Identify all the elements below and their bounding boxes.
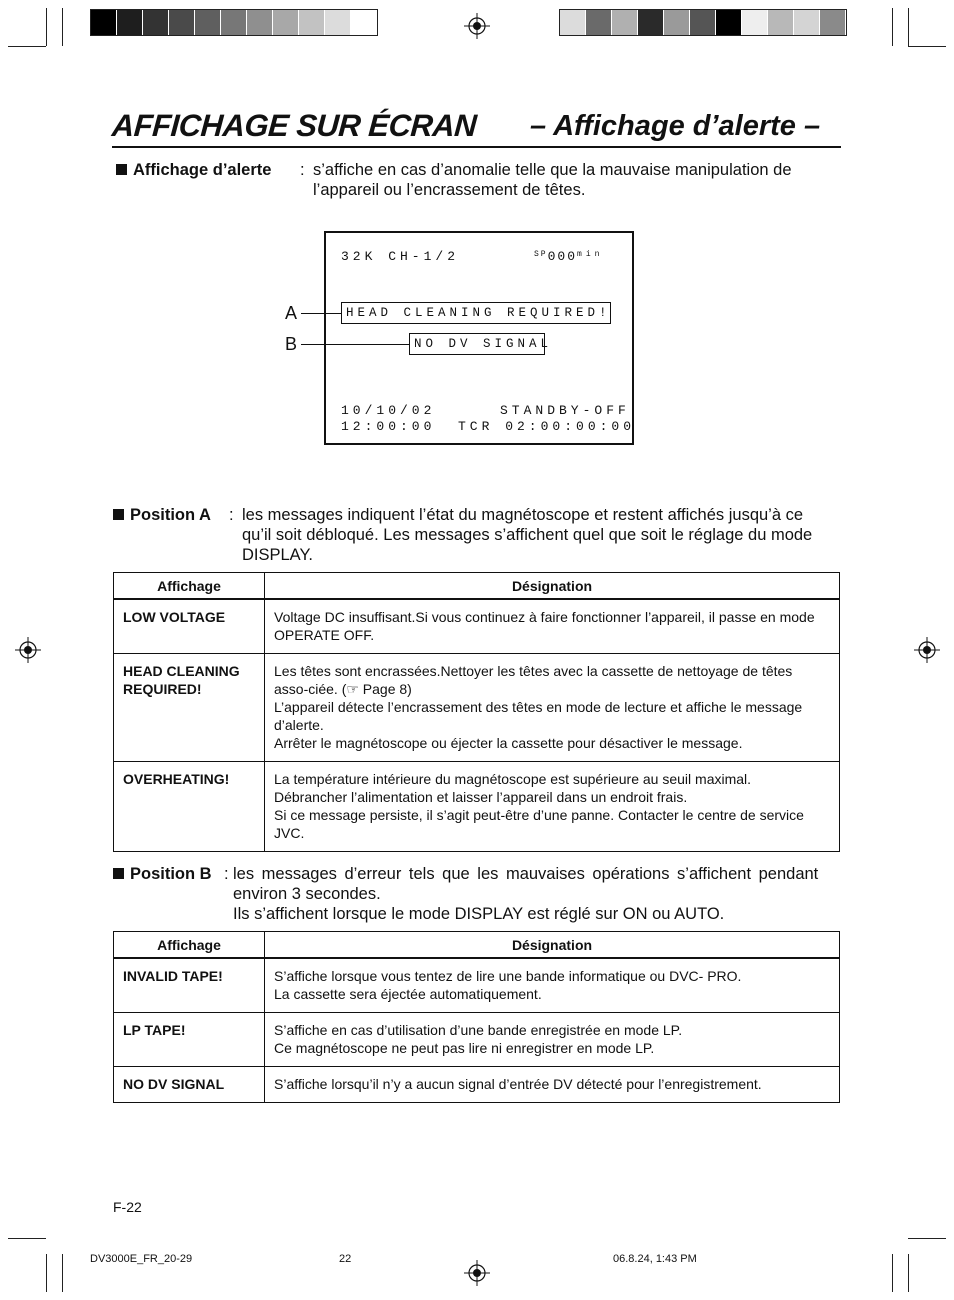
designation-line: Débrancher l’alimentation et laisser l’appareil dans un endroit frais.: [274, 789, 688, 805]
table-header-affichage: Affichage: [114, 573, 265, 600]
callout-line-a: [301, 313, 341, 314]
designation-line: Arrêter le magnétoscope ou éjecter la cassette pour désactiver le message.: [274, 735, 743, 751]
table-header-designation: Désignation: [265, 573, 840, 600]
callout-label-b: B: [285, 334, 298, 354]
color-swatch: [586, 10, 612, 35]
color-swatch: [117, 10, 143, 35]
bullet-icon: [113, 868, 124, 879]
position-a-text-1: les messages indiquent l’état du magnétoscope et restent affichés jusqu’à ce: [242, 506, 804, 524]
intro-label: Affichage d’alerte: [116, 160, 271, 180]
color-swatch: [794, 10, 820, 35]
designation-line: S’affiche en cas d’utilisation d’une bande enregistrée en mode LP.: [274, 1022, 683, 1038]
color-bar-left: [90, 9, 378, 36]
osd-date: 10/10/02: [341, 403, 436, 418]
designation-line: S’affiche lorsque vous tentez de lire une bande informatique ou DVC- PRO.: [274, 968, 742, 984]
registration-mark-icon: [464, 13, 490, 39]
footer-num: 22: [339, 1253, 352, 1265]
row-designation: [265, 1067, 840, 1103]
position-a-table: [113, 572, 840, 852]
designation-line: S’affiche lorsqu’il n’y a aucun signal d’entrée DV détecté pour l’enregistrement.: [274, 1076, 762, 1092]
position-a-sep: :: [229, 506, 234, 524]
designation-line: Les têtes sont encrassées.Nettoyer les têtes avec la cassette de nettoyage de têtes asso-ciée. (☞ Page 8): [274, 663, 793, 697]
color-swatch: [612, 10, 638, 35]
row-designation: [265, 1013, 840, 1067]
row-affichage: INVALID TAPE!: [114, 958, 265, 1013]
osd-tcr: TCR 02:00:00:00: [458, 419, 636, 434]
row-affichage: OVERHEATING!: [114, 762, 265, 852]
color-swatch: [91, 10, 117, 35]
crop-mark: [62, 8, 63, 46]
crop-mark: [908, 46, 946, 47]
designation-line: L’appareil détecte l’encrassement des têtes en mode de lecture et affiche le message d’alerte.: [274, 699, 803, 733]
page-subtitle: – Affichage d’alerte –: [530, 110, 821, 142]
callout-label-a: A: [285, 303, 298, 323]
intro-text-1: s’affiche en cas d’anomalie telle que la mauvaise manipulation de: [313, 161, 792, 179]
color-swatch: [143, 10, 169, 35]
color-swatch: [664, 10, 690, 35]
row-designation: [265, 654, 840, 762]
designation-line: La température intérieure du magnétoscope est supérieure au seuil maximal.: [274, 771, 752, 787]
color-swatch: [325, 10, 351, 35]
designation-line: Si ce message persiste, il s’agit peut-être d’une panne. Contacter le centre de service JVC.: [274, 807, 804, 841]
crop-mark: [892, 1254, 893, 1292]
osd-top-right: $^{SP}000^{min}$: [534, 249, 604, 264]
color-swatch: [820, 10, 846, 35]
crop-mark: [8, 46, 46, 47]
osd-time: 12:00:00: [341, 419, 436, 434]
registration-mark-icon: [914, 637, 940, 663]
color-swatch: [299, 10, 325, 35]
crop-mark: [46, 1254, 47, 1292]
designation-line: La cassette sera éjectée automatiquement.: [274, 986, 542, 1002]
row-affichage: NO DV SIGNAL: [114, 1067, 265, 1103]
color-swatch: [716, 10, 742, 35]
bullet-icon: [113, 509, 124, 520]
crop-mark: [62, 1254, 63, 1292]
row-affichage: LOW VOLTAGE: [114, 599, 265, 654]
color-swatch: [768, 10, 794, 35]
table-row: [114, 762, 840, 852]
osd-message-a: HEAD CLEANING REQUIRED!: [341, 302, 611, 324]
bullet-icon: [116, 164, 127, 175]
color-swatch: [560, 10, 586, 35]
page-number: F-22: [113, 1199, 142, 1215]
position-a-text-2: qu’il soit débloqué. Les messages s’affichent quel que soit le réglage du mode: [242, 526, 813, 544]
position-a-label: Position A: [113, 505, 211, 525]
crop-mark: [908, 8, 909, 46]
color-swatch: [195, 10, 221, 35]
position-b-sep: :: [224, 865, 229, 883]
color-swatch: [221, 10, 247, 35]
color-swatch: [169, 10, 195, 35]
position-a-text-3: DISPLAY.: [242, 546, 313, 564]
crop-mark: [892, 8, 893, 46]
position-b-text-1: les messages d’erreur tels que les mauvaises opérations s’affichent pendant: [233, 865, 819, 883]
registration-mark-icon: [15, 637, 41, 663]
color-swatch: [690, 10, 716, 35]
osd-standby: STANDBY-OFF: [500, 403, 630, 418]
color-swatch: [273, 10, 299, 35]
row-designation: [265, 762, 840, 852]
table-header-designation: Désignation: [265, 932, 840, 959]
table-row: [114, 654, 840, 762]
footer-file: DV3000E_FR_20-29: [90, 1253, 193, 1265]
crop-mark: [908, 1254, 909, 1292]
page-title: AFFICHAGE SUR ÉCRAN: [110, 108, 478, 143]
registration-mark-icon: [464, 1260, 490, 1286]
table-row: [114, 1067, 840, 1103]
crop-mark: [908, 1238, 946, 1239]
osd-message-b: NO DV SIGNAL: [409, 333, 545, 355]
row-affichage: HEAD CLEANING REQUIRED!: [114, 654, 265, 762]
crop-mark: [46, 8, 47, 46]
position-b-text-2: environ 3 secondes.: [233, 885, 381, 903]
row-designation: [265, 958, 840, 1013]
color-swatch: [351, 10, 377, 35]
table-row: [114, 599, 840, 654]
color-swatch: [247, 10, 273, 35]
position-b-table: [113, 931, 840, 1103]
position-b-text-3: Ils s’affichent lorsque le mode DISPLAY est réglé sur ON ou AUTO.: [233, 905, 725, 923]
position-b-label: Position B: [113, 864, 212, 884]
crop-mark: [8, 1238, 46, 1239]
intro-sep: :: [300, 161, 305, 179]
designation-line: Ce magnétoscope ne peut pas lire ni enregistrer en mode LP.: [274, 1040, 655, 1056]
color-bar-right: [559, 9, 847, 36]
table-row: [114, 1013, 840, 1067]
intro-text-2: l’appareil ou l’encrassement de têtes.: [313, 181, 586, 199]
osd-top-left: 32K CH-1/2: [341, 249, 460, 264]
color-swatch: [742, 10, 768, 35]
row-affichage: LP TAPE!: [114, 1013, 265, 1067]
table-row: [114, 958, 840, 1013]
row-designation: [265, 599, 840, 654]
title-rule: [112, 146, 841, 148]
color-swatch: [638, 10, 664, 35]
table-header-affichage: Affichage: [114, 932, 265, 959]
footer-date: 06.8.24, 1:43 PM: [613, 1253, 697, 1265]
callout-line-b: [301, 344, 409, 345]
designation-line: Voltage DC insuffisant.Si vous continuez à faire fonctionner l’appareil, il passe en mode OPERATE OFF.: [274, 609, 815, 643]
